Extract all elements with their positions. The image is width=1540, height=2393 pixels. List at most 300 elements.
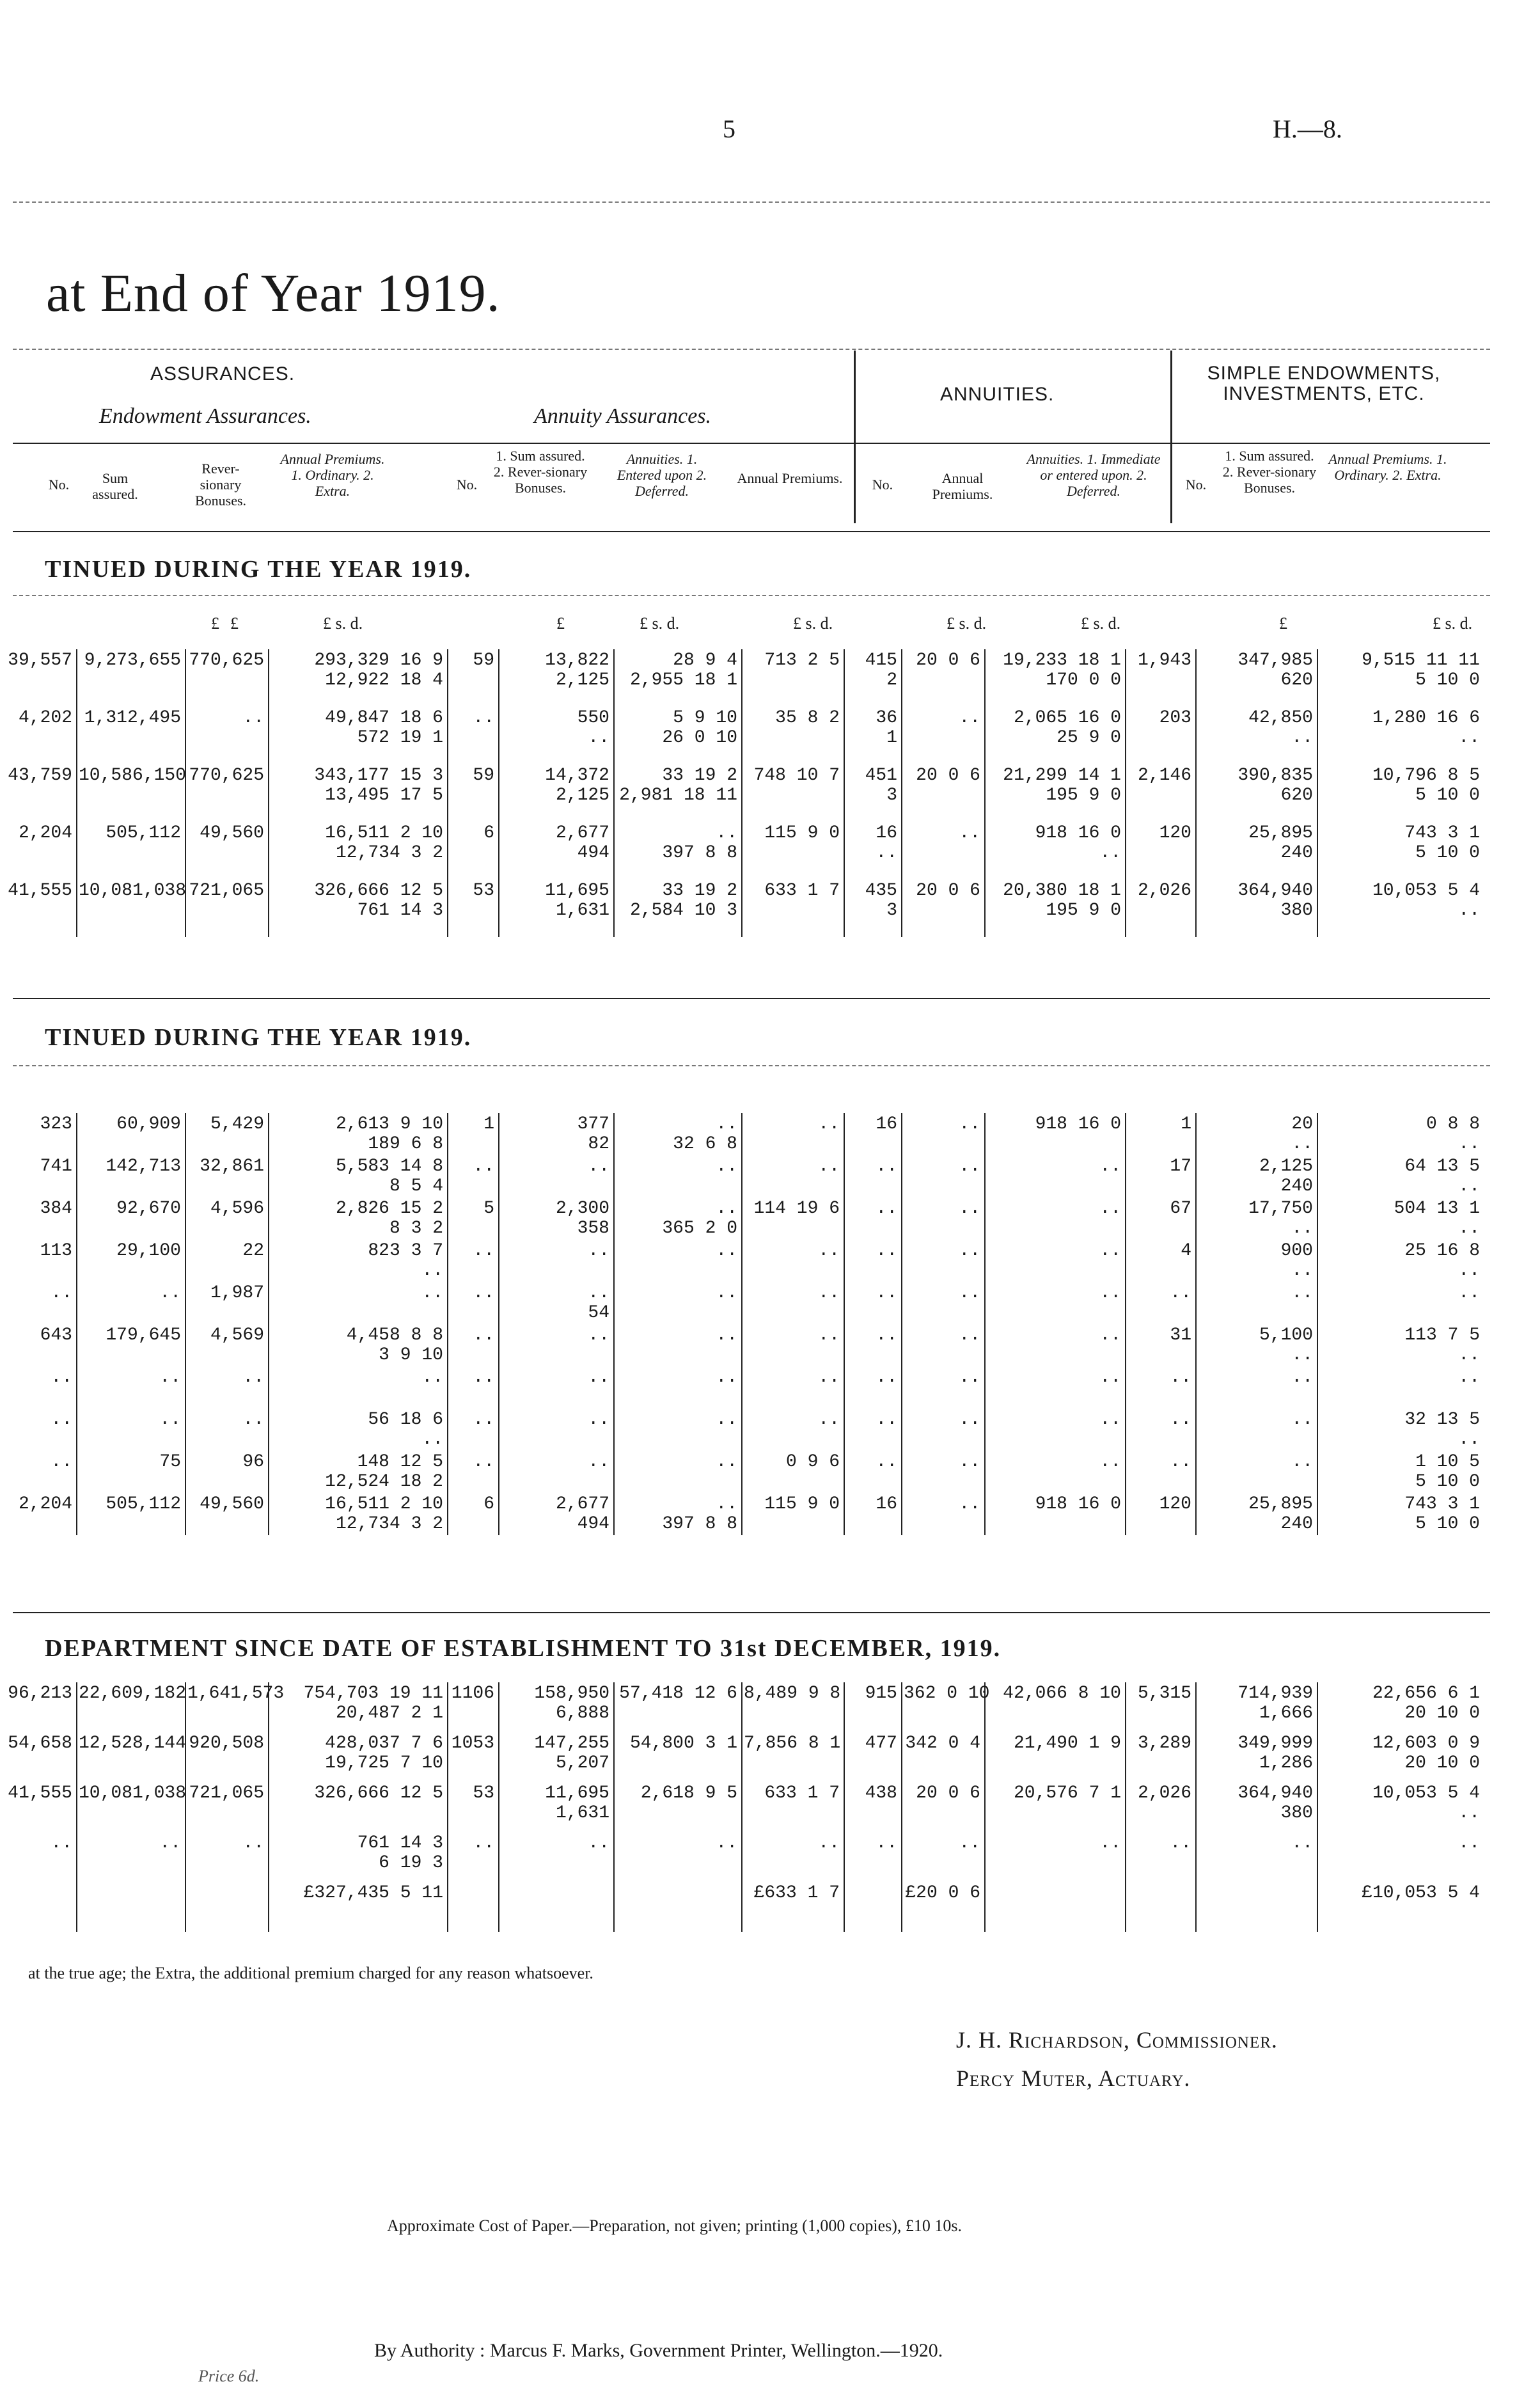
table-cell — [844, 1366, 902, 1409]
table-cell — [1196, 1682, 1317, 1732]
cell-line: .. — [421, 1368, 443, 1387]
cell-line: .. — [716, 1157, 737, 1176]
cell-line: 505,112 — [106, 1494, 181, 1514]
cell-line: .. — [421, 1261, 443, 1281]
table-cell — [185, 1155, 269, 1197]
table-cell — [844, 880, 902, 937]
cell-line: .. — [588, 1241, 609, 1261]
cell-line: 26 0 10 — [662, 728, 737, 748]
table-cell — [448, 1240, 499, 1282]
cell-line: 770,625 — [189, 766, 264, 786]
cell-line: .. — [716, 1452, 737, 1472]
table-cell — [269, 1240, 448, 1282]
table-cell — [1317, 764, 1484, 822]
table-cell — [77, 1155, 185, 1197]
table-cell — [742, 880, 844, 937]
cell-line: 5 10 0 — [1415, 670, 1480, 690]
cell-line: .. — [959, 1283, 980, 1303]
table-cell — [1317, 1451, 1484, 1493]
page-number: 5 — [723, 115, 735, 143]
table-cell — [1317, 1366, 1484, 1409]
table-cell — [1317, 1682, 1484, 1732]
table-cell — [77, 1732, 185, 1782]
cell-line: .. — [1099, 1157, 1121, 1176]
cell-line: 39,557 — [8, 651, 72, 670]
cell-line: .. — [818, 1241, 840, 1261]
cell-line: 633 1 7 — [764, 881, 840, 901]
table-row — [0, 1155, 1484, 1197]
table-cell — [185, 649, 269, 707]
table-cell — [614, 822, 742, 880]
table-cell — [1196, 1282, 1317, 1324]
table-cell — [1126, 649, 1196, 707]
cell-line: 33 19 2 — [662, 881, 737, 901]
table-cell — [1196, 1832, 1317, 1882]
cell-line: 397 8 8 — [662, 843, 737, 863]
table-cell — [1126, 1409, 1196, 1451]
table-cell — [742, 1682, 844, 1732]
cell-line: .. — [876, 1833, 897, 1853]
cell-line: 36 — [876, 708, 897, 728]
cell-line: 13,495 17 5 — [325, 786, 443, 805]
table-cell — [77, 1782, 185, 1832]
unit-label: £ s. d. — [793, 614, 833, 633]
cell-line: 918 16 0 — [1035, 1114, 1121, 1134]
cell-line: 25,895 — [1248, 1494, 1313, 1514]
cell-line: 342 0 4 — [905, 1734, 980, 1753]
table-cell — [185, 1832, 269, 1882]
table-cell — [0, 1240, 77, 1282]
cell-line: 4,596 — [210, 1199, 264, 1219]
table-cell — [185, 1113, 269, 1155]
cell-line: .. — [1099, 1283, 1121, 1303]
table-cell — [185, 1324, 269, 1366]
cell-line: 2,677 — [555, 1494, 609, 1514]
cell-line: 28 9 4 — [673, 651, 737, 670]
divider-simple-left — [1170, 351, 1172, 523]
cell-line: .. — [716, 1410, 737, 1430]
table-cell — [1196, 1240, 1317, 1282]
cell-line: 3 — [886, 901, 897, 920]
table-cell — [985, 1409, 1126, 1451]
cell-line: £327,435 5 11 — [303, 1883, 443, 1903]
cell-line: .. — [588, 1325, 609, 1345]
table-row — [0, 1882, 1484, 1932]
cell-line: 365 2 0 — [662, 1219, 737, 1238]
table-cell — [448, 1882, 499, 1932]
table-cell — [0, 880, 77, 937]
col-annuities-entered: Annuities. 1. Entered upon 2. Deferred. — [617, 451, 707, 499]
table-cell — [844, 1682, 902, 1732]
cell-line: 1,631 — [555, 1803, 609, 1823]
section1-rule — [13, 595, 1490, 596]
table-cell — [985, 1493, 1126, 1535]
table-cell — [844, 1282, 902, 1324]
col-ann-no: No. — [872, 477, 893, 493]
cell-line: .. — [716, 1241, 737, 1261]
col-reversionary-bonuses: Rever-sionary Bonuses. — [194, 461, 247, 509]
cell-line: 293,329 16 9 — [314, 651, 443, 670]
unit-label: £ — [211, 614, 219, 633]
cell-line: .. — [51, 1452, 72, 1472]
cell-line: .. — [588, 1368, 609, 1387]
table-cell — [1126, 822, 1196, 880]
cell-line: 6 — [483, 823, 494, 843]
cell-line: 4,458 8 8 — [346, 1325, 443, 1345]
table-cell — [77, 1451, 185, 1493]
table-cell — [185, 1197, 269, 1240]
cell-line: 7,856 8 1 — [744, 1734, 841, 1753]
cell-line: .. — [473, 1157, 494, 1176]
cell-line: 54,658 — [8, 1734, 72, 1753]
cell-line: .. — [818, 1283, 840, 1303]
table-cell — [185, 1493, 269, 1535]
cell-line: 2,125 — [555, 670, 609, 690]
cell-line: .. — [1291, 1345, 1313, 1365]
cell-line: .. — [1458, 1134, 1480, 1154]
table-row — [0, 1197, 1484, 1240]
cell-line: 19,725 7 10 — [325, 1753, 443, 1773]
cell-line: 8 5 4 — [389, 1176, 443, 1196]
table-cell — [269, 649, 448, 707]
cell-line: 2,955 18 1 — [629, 670, 737, 690]
cell-line: 10,053 5 4 — [1372, 881, 1480, 901]
cell-line: .. — [959, 1452, 980, 1472]
section2-table — [0, 1113, 1484, 1535]
cell-line: 32 6 8 — [673, 1134, 737, 1154]
table-cell — [448, 1832, 499, 1882]
cell-line: 22 — [242, 1241, 264, 1261]
table-cell — [448, 1155, 499, 1197]
cell-line: 743 3 1 — [1404, 823, 1480, 843]
cell-line: 82 — [588, 1134, 609, 1154]
cell-line: 203 — [1159, 708, 1191, 728]
table-cell — [985, 649, 1126, 707]
cell-line: 20 10 0 — [1404, 1703, 1480, 1723]
group-assurances: ASSURANCES. — [150, 363, 295, 384]
table-row — [0, 1282, 1484, 1324]
table-cell — [499, 1366, 614, 1409]
cell-line: 2,204 — [18, 823, 72, 843]
cell-line: 918 16 0 — [1035, 823, 1121, 843]
table-cell — [1196, 1324, 1317, 1366]
cell-line: 2,677 — [555, 823, 609, 843]
cell-line: .. — [1458, 1283, 1480, 1303]
table-cell — [614, 1240, 742, 1282]
table-cell — [902, 1324, 985, 1366]
table-cell — [614, 1113, 742, 1155]
cell-line: .. — [818, 1157, 840, 1176]
cell-line: .. — [876, 1325, 897, 1345]
cell-line: 13,822 — [545, 651, 609, 670]
table-cell — [844, 822, 902, 880]
cell-line: .. — [876, 1199, 897, 1219]
table-cell — [1196, 1113, 1317, 1155]
table-cell — [185, 1882, 269, 1932]
cell-line: 17,750 — [1248, 1199, 1313, 1219]
cell-line: .. — [818, 1833, 840, 1853]
cell-line: .. — [51, 1410, 72, 1430]
cell-line: 3,289 — [1137, 1734, 1191, 1753]
cell-line: 114 19 6 — [753, 1199, 840, 1219]
table-cell — [269, 1282, 448, 1324]
col-annuity-no: No. — [456, 477, 478, 493]
table-cell — [985, 1882, 1126, 1932]
cell-line: 761 14 3 — [357, 1833, 443, 1853]
table-cell — [448, 1782, 499, 1832]
table-cell — [742, 649, 844, 707]
cell-line: 920,508 — [189, 1734, 264, 1753]
cell-line: 12,603 0 9 — [1372, 1734, 1480, 1753]
table-cell — [1196, 1155, 1317, 1197]
col-simple-sum-rev: 1. Sum assured. 2. Rever-sionary Bonuses. — [1222, 448, 1317, 496]
table-cell — [499, 1240, 614, 1282]
table-cell — [614, 649, 742, 707]
cell-line: .. — [959, 1325, 980, 1345]
table-row — [0, 1366, 1484, 1409]
table-cell — [844, 1882, 902, 1932]
cell-line: .. — [959, 1114, 980, 1134]
cell-line: 505,112 — [106, 823, 181, 843]
table-cell — [614, 1882, 742, 1932]
table-cell — [902, 1113, 985, 1155]
table-cell — [77, 822, 185, 880]
table-cell — [448, 1409, 499, 1451]
cell-line: .. — [1170, 1283, 1191, 1303]
cell-line: 17 — [1170, 1157, 1191, 1176]
table-cell — [0, 1682, 77, 1732]
cell-line: 362 0 10 — [904, 1684, 990, 1703]
section3-table — [0, 1682, 1484, 1932]
cell-line: 390,835 — [1238, 766, 1313, 786]
table-cell — [742, 1240, 844, 1282]
cell-line: 20 — [1291, 1114, 1313, 1134]
cell-line: 25,895 — [1248, 823, 1313, 843]
cell-line: .. — [959, 708, 980, 728]
cell-line: 10,081,038 — [79, 1783, 187, 1803]
cell-line: 16,511 2 10 — [325, 1494, 443, 1514]
cell-line: 2,300 — [555, 1199, 609, 1219]
table-cell — [185, 764, 269, 822]
table-cell — [742, 1732, 844, 1782]
cell-line: 1,987 — [210, 1283, 264, 1303]
table-cell — [1126, 1782, 1196, 1832]
table-cell — [742, 1155, 844, 1197]
cell-line: 1 10 5 — [1415, 1452, 1480, 1472]
cell-line: 477 — [865, 1734, 897, 1753]
cell-line: 6 — [483, 1494, 494, 1514]
cell-line: 115 9 0 — [764, 823, 840, 843]
table-cell — [448, 1197, 499, 1240]
table-cell — [1126, 1832, 1196, 1882]
cell-line: 21,299 14 1 — [1003, 766, 1121, 786]
cell-line: 57,418 12 6 — [619, 1684, 737, 1703]
table-cell — [1196, 707, 1317, 764]
table-cell — [1126, 1682, 1196, 1732]
table-cell — [448, 1451, 499, 1493]
cell-line: 64 13 5 — [1404, 1157, 1480, 1176]
cell-line: .. — [159, 1833, 181, 1853]
cell-line: 494 — [577, 843, 609, 863]
table-cell — [185, 1732, 269, 1782]
table-cell — [269, 1782, 448, 1832]
table-cell — [499, 822, 614, 880]
cell-line: 748 10 7 — [753, 766, 840, 786]
cell-line: 20 0 6 — [916, 881, 980, 901]
cell-line: 29,100 — [116, 1241, 181, 1261]
table-cell — [1196, 1782, 1317, 1832]
cell-line: 494 — [577, 1514, 609, 1534]
cell-line: 10,586,150 — [79, 766, 187, 786]
cell-line: 377 — [577, 1114, 609, 1134]
table-cell — [269, 1155, 448, 1197]
cell-line: .. — [1291, 1134, 1313, 1154]
table-cell — [499, 1282, 614, 1324]
cell-line: 721,065 — [189, 1783, 264, 1803]
table-cell — [269, 707, 448, 764]
cell-line: 918 16 0 — [1035, 1494, 1121, 1514]
cell-line: 10,081,038 — [79, 881, 187, 901]
cell-line: 189 6 8 — [368, 1134, 443, 1154]
table-cell — [614, 1493, 742, 1535]
cell-line: 3 9 10 — [379, 1345, 443, 1365]
table-cell — [1126, 1240, 1196, 1282]
table-cell — [77, 764, 185, 822]
cell-line: .. — [1170, 1833, 1191, 1853]
table-cell — [1317, 880, 1484, 937]
cell-line: 2,618 9 5 — [640, 1783, 737, 1803]
table-cell — [844, 1782, 902, 1832]
table-cell — [1126, 1197, 1196, 1240]
cell-line: 16,511 2 10 — [325, 823, 443, 843]
cell-line: 380 — [1280, 901, 1313, 920]
table-cell — [844, 1324, 902, 1366]
table-cell — [448, 880, 499, 937]
cell-line: .. — [1099, 1833, 1121, 1853]
cell-line: .. — [473, 1368, 494, 1387]
table-cell — [844, 1155, 902, 1197]
table-cell — [844, 1732, 902, 1782]
table-cell — [902, 1493, 985, 1535]
cell-line: 92,670 — [116, 1199, 181, 1219]
cell-line: 438 — [865, 1783, 897, 1803]
table-cell — [1317, 1324, 1484, 1366]
cell-line: 75 — [159, 1452, 181, 1472]
cell-line: 2,026 — [1137, 881, 1191, 901]
cell-line: 1053 — [451, 1734, 494, 1753]
unit-label: £ s. d. — [323, 614, 363, 633]
table-cell — [448, 1366, 499, 1409]
cell-line: 113 — [40, 1241, 72, 1261]
table-cell — [1126, 1366, 1196, 1409]
table-cell — [1317, 1197, 1484, 1240]
cell-line: 2,613 9 10 — [335, 1114, 443, 1134]
cell-line: .. — [1291, 1261, 1313, 1281]
table-cell — [77, 1832, 185, 1882]
table-cell — [499, 1451, 614, 1493]
table-cell — [742, 1882, 844, 1932]
unit-label: £ s. d. — [1433, 614, 1473, 633]
table-cell — [844, 707, 902, 764]
cell-line: 1 — [1181, 1114, 1191, 1134]
table-cell — [1317, 1732, 1484, 1782]
units-row — [0, 614, 1540, 637]
cell-line: 435 — [865, 881, 897, 901]
cell-line: 915 — [865, 1684, 897, 1703]
section2-rule — [13, 1065, 1490, 1066]
table-cell — [902, 1451, 985, 1493]
col-simple-premiums: Annual Premiums. 1. Ordinary. 2. Extra. — [1328, 451, 1447, 483]
cell-line: 5,429 — [210, 1114, 264, 1134]
cell-line: £20 0 6 — [905, 1883, 980, 1903]
cell-line: 9,273,655 — [84, 651, 181, 670]
table-cell — [0, 649, 77, 707]
section2-heading: TINUED DURING THE YEAR 1919. — [45, 1024, 472, 1051]
cell-line: 620 — [1280, 670, 1313, 690]
table-cell — [742, 1366, 844, 1409]
table-cell — [614, 1451, 742, 1493]
table-cell — [614, 1782, 742, 1832]
cell-line: .. — [242, 1368, 264, 1387]
cell-line: .. — [1291, 1833, 1313, 1853]
table-cell — [1196, 1366, 1317, 1409]
table-cell — [614, 1832, 742, 1882]
table-cell — [1317, 1832, 1484, 1882]
table-cell — [902, 1732, 985, 1782]
cell-line: 59 — [473, 651, 494, 670]
cell-line: 25 16 8 — [1404, 1241, 1480, 1261]
cell-line: 714,939 — [1238, 1684, 1313, 1703]
cell-line: 2,146 — [1137, 766, 1191, 786]
cell-line: 10,796 8 5 — [1372, 766, 1480, 786]
group-annuity-assurances: Annuity Assurances. — [534, 404, 712, 428]
cell-line: .. — [876, 1410, 897, 1430]
section2-top-rule — [13, 998, 1490, 999]
table-cell — [269, 1682, 448, 1732]
cell-line: 5 — [483, 1199, 494, 1219]
table-cell — [1317, 1493, 1484, 1535]
table-cell — [77, 1682, 185, 1732]
cell-line: 42,850 — [1248, 708, 1313, 728]
table-cell — [1126, 880, 1196, 937]
cell-line: 49,560 — [200, 823, 264, 843]
cell-line: 53 — [473, 881, 494, 901]
table-cell — [1126, 1155, 1196, 1197]
cell-line: 1,280 16 6 — [1372, 708, 1480, 728]
cell-line: 384 — [40, 1199, 72, 1219]
cell-line: 5 10 0 — [1415, 1514, 1480, 1534]
table-cell — [902, 1409, 985, 1451]
cell-line: 572 19 1 — [357, 728, 443, 748]
cell-line: 12,524 18 2 — [325, 1472, 443, 1492]
section1-heading: TINUED DURING THE YEAR 1919. — [45, 556, 472, 583]
table-cell — [985, 1113, 1126, 1155]
cell-line: .. — [818, 1114, 840, 1134]
cell-line: .. — [959, 823, 980, 843]
table-cell — [742, 1113, 844, 1155]
table-cell — [185, 1240, 269, 1282]
table-cell — [742, 822, 844, 880]
table-cell — [269, 1113, 448, 1155]
unit-label: £ — [230, 614, 239, 633]
table-cell — [902, 1682, 990, 1732]
table-cell — [77, 1282, 185, 1324]
cell-line: .. — [876, 1241, 897, 1261]
table-cell — [0, 1782, 77, 1832]
cell-line: .. — [159, 1368, 181, 1387]
table-cell — [1126, 764, 1196, 822]
table-cell — [614, 1409, 742, 1451]
